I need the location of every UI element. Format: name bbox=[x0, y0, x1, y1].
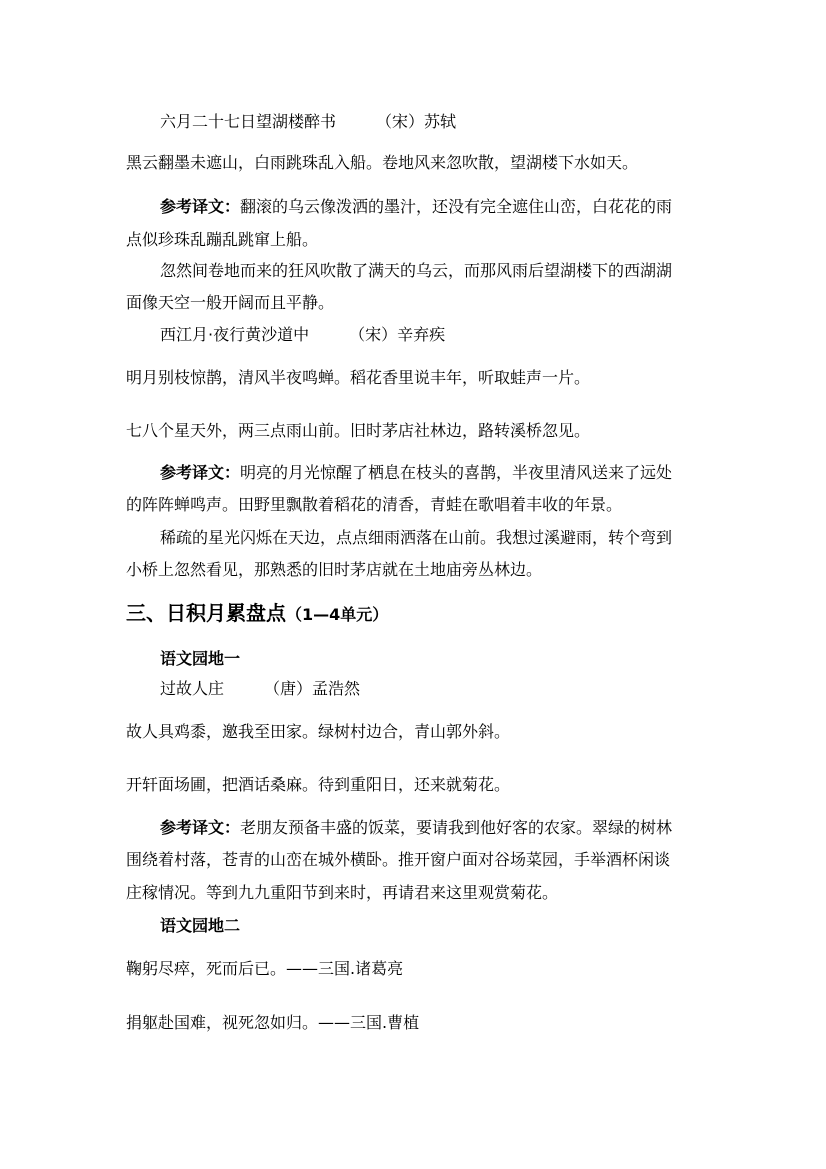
translation-label: 参考译文： bbox=[160, 820, 241, 837]
subsection-label: 语文园地二 bbox=[160, 916, 241, 935]
translation-line bbox=[160, 821, 672, 837]
poem-text: 开轩面场圃，把酒话桑麻。待到重阳日，还来就菊花。 bbox=[126, 775, 511, 794]
poem-title-line bbox=[160, 114, 456, 131]
translation-text: 庄稼情况。等到九九重阳节到来时，再请君来这里观赏菊花。 bbox=[126, 885, 559, 902]
poem-text: 明月别枝惊鹊，清风半夜鸣蝉。稻花香里说丰年，听取蛙声一片。 bbox=[126, 368, 591, 387]
translation-text: 面像天空一般开阔而且平静。 bbox=[126, 295, 335, 312]
translation-text: 点似珍珠乱蹦乱跳窜上船。 bbox=[126, 232, 319, 249]
poem-title-line bbox=[160, 327, 445, 344]
translation-text: 围绕着村落，苍青的山峦在城外横卧。推开窗户面对谷场菜园，手举酒杯闲谈 bbox=[126, 852, 671, 869]
section-heading-sub: （1—4单元） bbox=[286, 605, 389, 624]
quote-text: 捐躯赴国难，视死忽如归。——三国.曹植 bbox=[126, 1013, 420, 1032]
poem-text: 故人具鸡黍，邀我至田家。绿树村边合，青山郭外斜。 bbox=[126, 722, 511, 741]
translation-line bbox=[160, 466, 672, 482]
translation-line bbox=[160, 200, 672, 216]
quote-text: 鞠躬尽瘁，死而后已。——三国.诸葛亮 bbox=[126, 959, 404, 978]
translation-text: 老朋友预备丰盛的饭菜，要请我到他好客的农家。翠绿的树林 bbox=[240, 820, 673, 837]
poem-title: 六月二十七日望湖楼醉书 bbox=[160, 112, 337, 131]
poem-text: 黑云翻墨未遮山，白雨跳珠乱入船。卷地风来忽吹散，望湖楼下水如天。 bbox=[126, 153, 639, 172]
section-heading-text: 三、日积月累盘点 bbox=[126, 601, 286, 625]
translation-label: 参考译文： bbox=[160, 465, 241, 482]
poem-title: 过故人庄 bbox=[160, 679, 225, 698]
poem-text: 七八个星天外，两三点雨山前。旧时茅店社林边，路转溪桥忽见。 bbox=[126, 421, 591, 440]
translation-text: 翻滚的乌云像泼洒的墨汁，还没有完全遮住山峦，白花花的雨 bbox=[240, 199, 673, 216]
translation-text: 稀疏的星光闪烁在天边，点点细雨洒落在山前。我想过溪避雨，转个弯到 bbox=[160, 530, 673, 547]
translation-label: 参考译文： bbox=[160, 199, 241, 216]
translation-text: 明亮的月光惊醒了栖息在枝头的喜鹊，半夜里清风送来了远处 bbox=[240, 465, 673, 482]
poem-title: 西江月·夜行黄沙道中 bbox=[160, 325, 310, 344]
translation-text: 小桥上忽然看见，那熟悉的旧时茅店就在土地庙旁丛林边。 bbox=[126, 562, 543, 579]
section-heading bbox=[126, 603, 388, 623]
poem-author: （唐）孟浩然 bbox=[264, 681, 361, 698]
poem-author: （宋）苏轼 bbox=[376, 114, 457, 131]
subsection-label: 语文园地一 bbox=[160, 649, 241, 668]
poem-title-line bbox=[160, 681, 360, 698]
translation-text: 的阵阵蝉鸣声。田野里飘散着稻花的清香，青蛙在歌唱着丰收的年景。 bbox=[126, 497, 623, 514]
poem-author: （宋）辛弃疾 bbox=[349, 327, 446, 344]
translation-text: 忽然间卷地而来的狂风吹散了满天的乌云，而那风雨后望湖楼下的西湖湖 bbox=[160, 263, 673, 280]
